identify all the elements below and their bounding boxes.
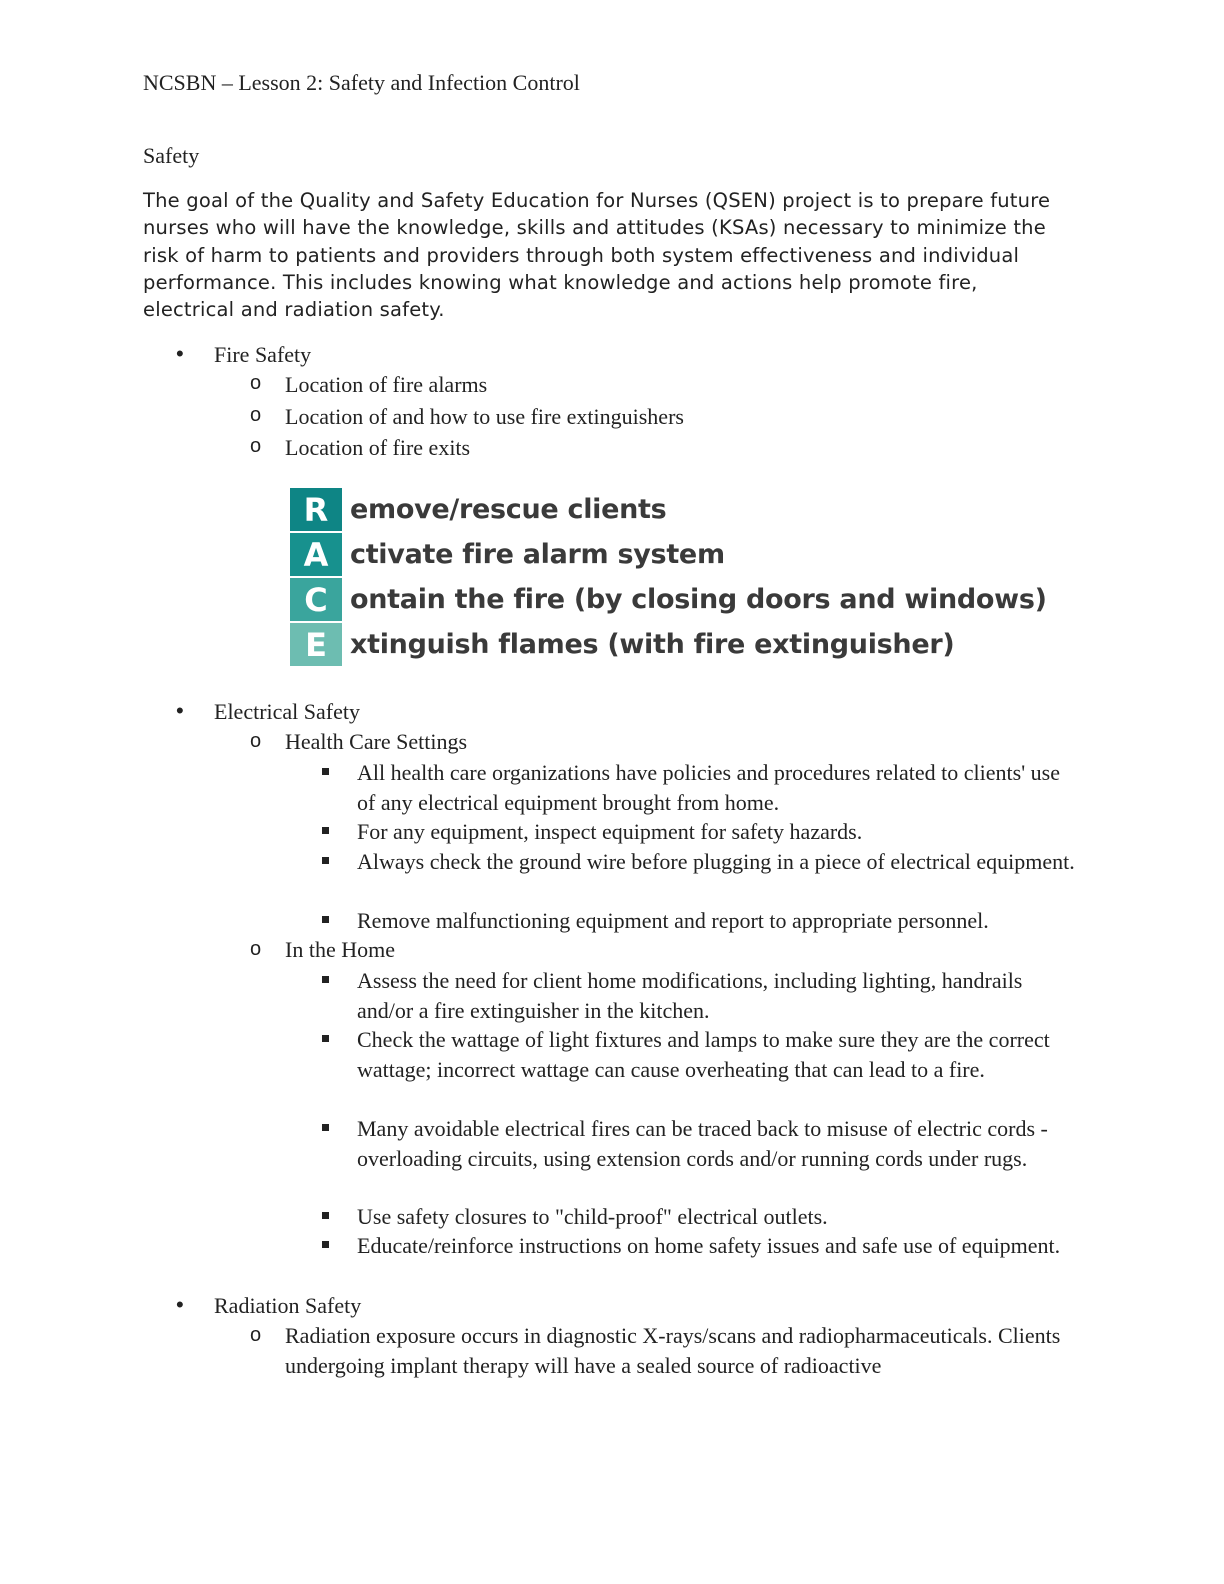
list-item: Use safety closures to "child-proof" electrical outlets. — [357, 1204, 828, 1229]
subheading: Health Care Settings — [285, 729, 468, 754]
race-row — [290, 532, 1047, 577]
section-title: Safety — [143, 143, 200, 168]
race-letter: C — [290, 578, 342, 621]
document-header: NCSBN – Lesson 2: Safety and Infection Control — [143, 70, 580, 95]
list-item: Location of fire alarms — [285, 372, 488, 397]
race-text: emove/rescue clients — [350, 494, 667, 525]
square-bullet-icon — [322, 976, 329, 983]
square-bullet-icon — [322, 1035, 329, 1042]
list-item: Educate/reinforce instructions on home safety issues and safe use of equipment. — [357, 1233, 1061, 1258]
square-bullet-icon — [322, 1124, 329, 1131]
race-letter: A — [290, 533, 342, 576]
square-bullet-icon — [322, 857, 329, 864]
bullet-icon: • — [176, 1292, 184, 1317]
square-bullet-icon — [322, 827, 329, 834]
square-bullet-icon — [322, 1241, 329, 1248]
radiation-safety-heading: Radiation Safety — [214, 1293, 362, 1318]
race-letter: R — [290, 488, 342, 531]
race-text: ontain the fire (by closing doors and windows) — [350, 584, 1047, 615]
bullet-icon: • — [176, 698, 184, 723]
intro-paragraph: The goal of the Quality and Safety Education for Nurses (QSEN) project is to prepare future nurses who will have the knowledge, skills and attitudes (KSAs) necessary to minimize the risk of harm to patients and providers through both system effectiveness and individual performance. This includes knowing what knowledge and actions help promote fire, electrical and radiation safety. — [143, 189, 1051, 322]
circle-bullet-icon: o — [250, 730, 262, 752]
circle-bullet-icon: o — [250, 435, 262, 457]
race-text: xtinguish flames (with fire extinguisher) — [350, 629, 955, 660]
circle-bullet-icon: o — [250, 372, 262, 394]
list-item: Location of fire exits — [285, 435, 471, 460]
list-item: Remove malfunctioning equipment and report to appropriate personnel. — [357, 908, 989, 933]
race-letter: E — [290, 623, 342, 666]
electrical-safety-heading: Electrical Safety — [214, 699, 360, 724]
list-item: Assess the need for client home modifications, including lighting, handrails and/or a fire extinguisher in the kitchen. — [357, 968, 1023, 1023]
race-row — [290, 487, 1047, 532]
list-item: For any equipment, inspect equipment for safety hazards. — [357, 819, 863, 844]
race-row — [290, 622, 1047, 667]
list-item: Radiation exposure occurs in diagnostic X-rays/scans and radiopharmaceuticals. Clients undergoing implant therapy will have a sealed source of radioactive — [285, 1323, 1061, 1378]
list-item: Location of and how to use fire extinguishers — [285, 404, 684, 429]
race-text: ctivate fire alarm system — [350, 539, 725, 570]
list-item: Many avoidable electrical fires can be traced back to misuse of electric cords - overloading circuits, using extension cords and/or running cords under rugs. — [357, 1116, 1048, 1171]
circle-bullet-icon: o — [250, 1324, 262, 1346]
bullet-icon: • — [176, 341, 184, 366]
list-item: Check the wattage of light fixtures and lamps to make sure they are the correct wattage; incorrect wattage can cause overheating that can lead to a fire. — [357, 1027, 1050, 1082]
list-item: All health care organizations have policies and procedures related to clients' use of any electrical equipment brought from home. — [357, 760, 1061, 815]
square-bullet-icon — [322, 768, 329, 775]
subheading: In the Home — [285, 937, 395, 962]
circle-bullet-icon: o — [250, 938, 262, 960]
list-item: Always check the ground wire before plugging in a piece of electrical equipment. — [357, 849, 1075, 874]
race-row — [290, 577, 1047, 622]
race-acronym-graphic — [290, 487, 1047, 667]
square-bullet-icon — [322, 916, 329, 923]
square-bullet-icon — [322, 1212, 329, 1219]
fire-safety-heading: Fire Safety — [214, 342, 312, 367]
circle-bullet-icon: o — [250, 404, 262, 426]
